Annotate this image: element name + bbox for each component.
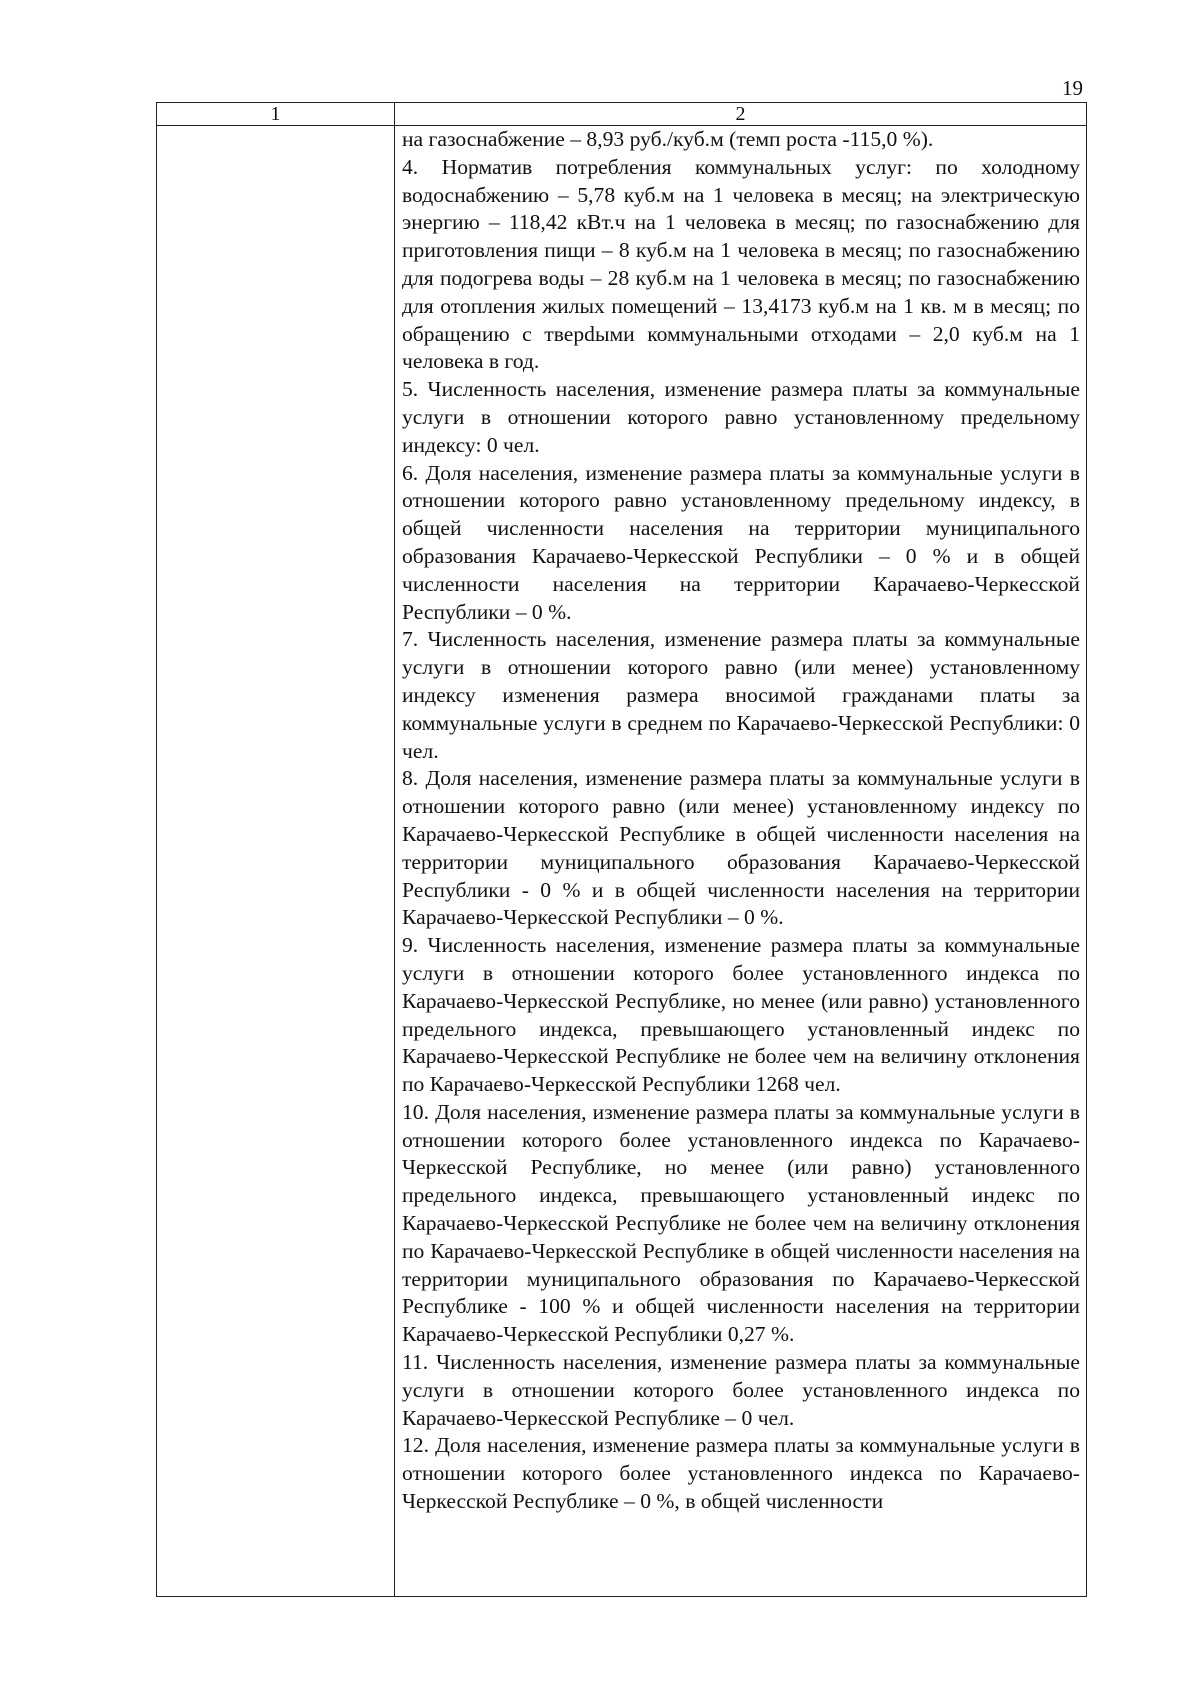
column-2-cell: [395, 126, 1087, 1597]
paragraph-item-6: 6. Доля населения, изменение размера платы за коммунальные услуги в отношении которого равно установленному предельному индексу, в общей численности населения на территории муниципального образования Карачаево-Черкесской Республики – 0 % и в общей численности населения на территории Карачаево-Черкесской Республики – 0 %.: [402, 460, 1080, 624]
paragraph-item-10: 10. Доля населения, изменение размера платы за коммунальные услуги в отношении которого более установленного индекса по Карачаево-Черкесской Республике, но менее (или равно) установленного предельного индекса, превышающего установленный индекс по Карачаево-Черкесской Республике не более чем на величину отклонения по Карачаево-Черкесской Республике в общей численности населения на территории муниципального образования по Карачаево-Черкесской Республике - 100 % и общей численности населения на территории Карачаево-Черкесской Республики 0,27 %.: [402, 1099, 1080, 1347]
paragraph-item-5: 5. Численность населения, изменение размера платы за коммунальные услуги в отношении которого равно установленному предельному индексу: 0 чел.: [402, 377, 1080, 457]
paragraph-item-11: 11. Численность населения, изменение размера платы за коммунальные услуги в отношении которого более установленного индекса по Карачаево-Черкесской Республике – 0 чел.: [402, 1350, 1080, 1430]
paragraph-item-7: 7. Численность населения, изменение размера платы за коммунальные услуги в отношении которого равно (или менее) установленному индексу изменения размера вносимой гражданами платы за коммунальные услуги в среднем по Карачаево-Черкесской Республики: 0 чел.: [402, 627, 1080, 763]
table-header-row: [157, 103, 1087, 126]
column-1-cell: [157, 126, 395, 1597]
paragraph-item-12: 12. Доля населения, изменение размера платы за коммунальные услуги в отношении которого более установленного индекса по Карачаево-Черкесской Республике – 0 %, в общей численности: [402, 1433, 1080, 1514]
column-header-1: 1: [157, 103, 395, 126]
column-header-2: 2: [395, 103, 1087, 126]
paragraph-item-9: 9. Численность населения, изменение размера платы за коммунальные услуги в отношении которого более установленного индекса по Карачаево-Черкесской Республике, но менее (или равно) установленного предельного индекса, превышающего установленный индекс по Карачаево-Черкесской Республике не более чем на величину отклонения по Карачаево-Черкесской Республики 1268 чел.: [402, 933, 1080, 1097]
paragraph-gas-tariff: на газоснабжение – 8,93 руб./куб.м (темп роста -115,0 %).: [402, 127, 934, 151]
page-number: 19: [1062, 76, 1083, 100]
paragraph-item-4: 4. Норматив потребления коммунальных услуг: по холодному водоснабжению – 5,78 куб.м на 1 человека в месяц; на электрическую энергию – 118,42 кВт.ч на 1 человека в месяц; по газоснабжению для приготовления пищи – 8 куб.м на 1 человека в месяц; по газоснабжению для подогрева воды – 28 куб.м на 1 человека в месяц; по газоснабжению для отопления жилых помещений – 13,4173 куб.м на 1 кв. м в месяц; по обращению с тверdыми коммунальными отходами – 2,0 куб.м на 1 человека в год.: [402, 154, 1080, 374]
table-row: [157, 126, 1087, 1597]
document-table: [156, 102, 1087, 1597]
paragraph-item-8: 8. Доля населения, изменение размера платы за коммунальные услуги в отношении которого равно (или менее) установленному индексу по Карачаево-Черкесской Республике в общей численности населения на территории муниципального образования Карачаево-Черкесской Республики - 0 % и в общей численности населения на территории Карачаево-Черкесской Республики – 0 %.: [402, 766, 1080, 930]
